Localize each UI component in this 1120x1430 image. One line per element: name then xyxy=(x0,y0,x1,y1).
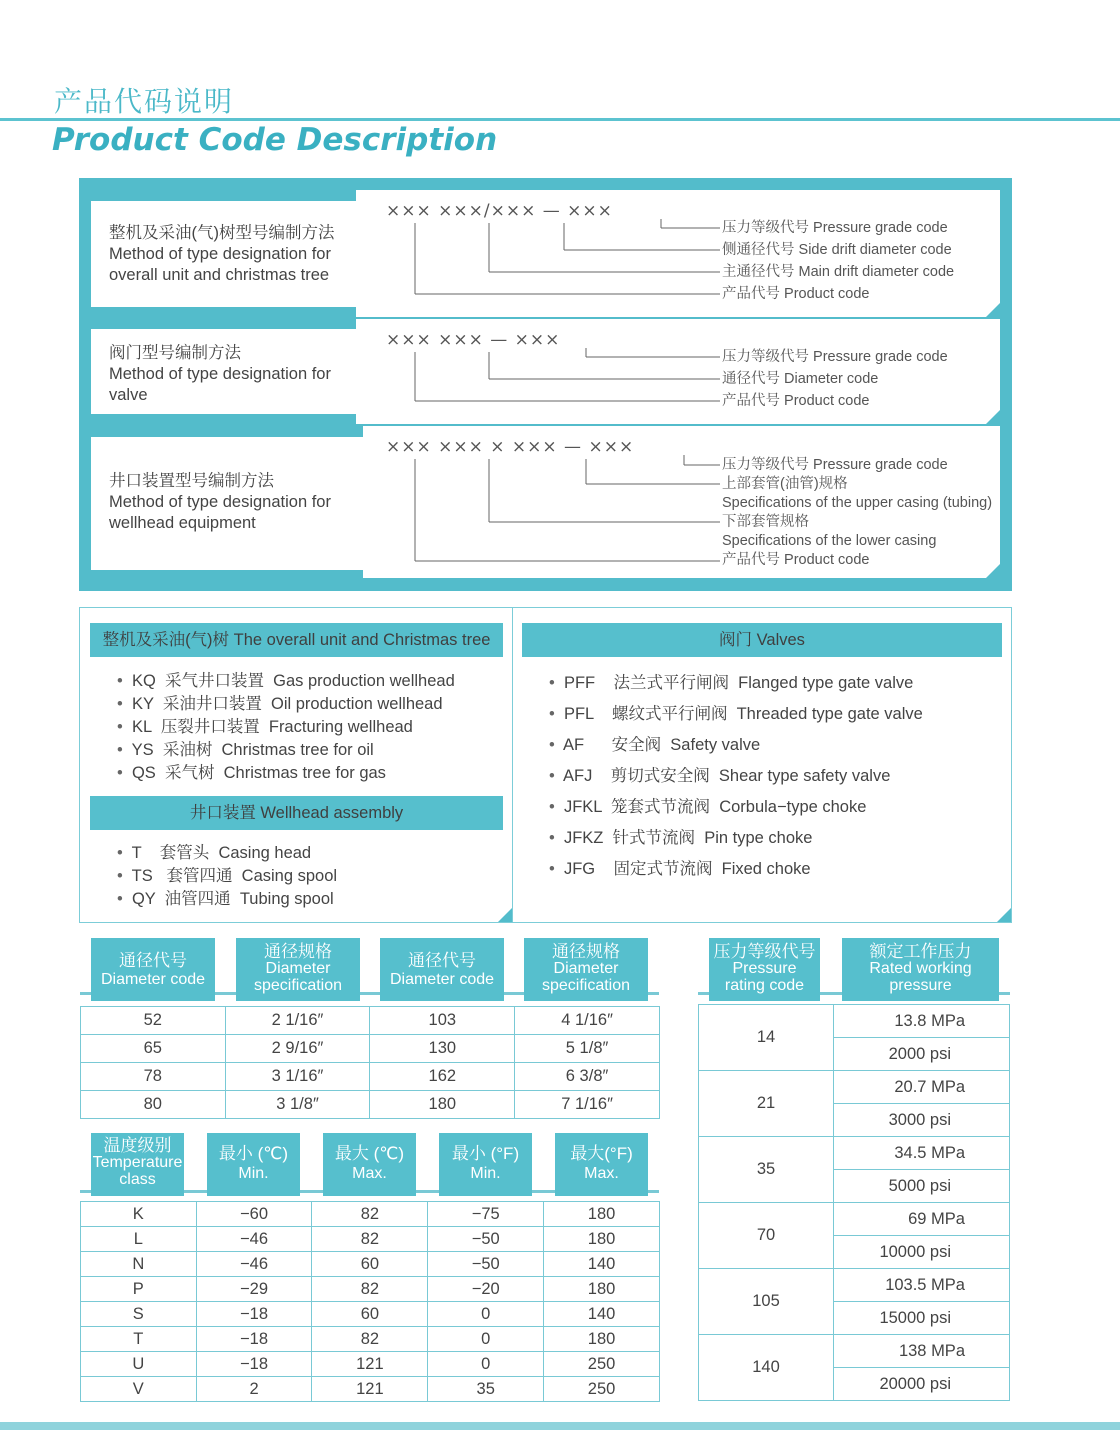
table-cell: 105 xyxy=(699,1269,834,1335)
table-cell: 250 xyxy=(544,1352,660,1377)
table-cell: 130 xyxy=(370,1035,515,1063)
table-cell: −18 xyxy=(196,1352,312,1377)
column-header: 通径代号 Diameter code xyxy=(380,938,504,1001)
table-cell: 52 xyxy=(81,1007,226,1035)
table-row xyxy=(699,1005,1010,1038)
page-title-en: Product Code Description xyxy=(52,122,498,158)
table-cell: 10000 psi xyxy=(834,1236,1010,1269)
table-row xyxy=(81,1377,660,1402)
code-part-label: 侧通径代号 Side drift diameter code xyxy=(722,242,952,258)
code-part-label: 压力等级代号 Pressure grade code xyxy=(722,349,948,365)
table-cell: −50 xyxy=(428,1227,544,1252)
title-divider xyxy=(0,118,1120,121)
table-cell: 3 1/16″ xyxy=(225,1063,370,1091)
table-cell: 140 xyxy=(699,1335,834,1401)
method-label-cn: 阀门型号编制方法 xyxy=(109,344,241,362)
column-header: 额定工作压力 Rated working pressure xyxy=(842,938,999,1001)
footer-band xyxy=(0,1422,1120,1430)
corner-notch xyxy=(997,908,1011,922)
table-cell: 69 MPa xyxy=(834,1203,1010,1236)
list-item: • PFL 螺纹式平行闸阀 Threaded type gate valve xyxy=(549,705,923,723)
table-cell: 4 1/16″ xyxy=(515,1007,660,1035)
overall-list xyxy=(117,670,455,785)
table-cell: 2000 psi xyxy=(834,1038,1010,1071)
table-cell: 34.5 MPa xyxy=(834,1137,1010,1170)
table-row xyxy=(81,1035,660,1063)
table-cell: K xyxy=(81,1202,197,1227)
method-label-wellhead xyxy=(91,437,363,570)
table-cell: 60 xyxy=(312,1302,428,1327)
table-cell: 82 xyxy=(312,1202,428,1227)
table-cell: 2 1/16″ xyxy=(225,1007,370,1035)
table-row xyxy=(81,1352,660,1377)
column-header: 通径规格 Diameter specification xyxy=(524,938,648,1001)
table-cell: S xyxy=(81,1302,197,1327)
table-cell: 121 xyxy=(312,1352,428,1377)
leader-lines xyxy=(356,319,1000,424)
table-cell: −46 xyxy=(196,1227,312,1252)
table-cell: −50 xyxy=(428,1252,544,1277)
table-cell: 140 xyxy=(544,1252,660,1277)
list-item: • AF 安全阀 Safety valve xyxy=(549,736,761,754)
table-cell: −75 xyxy=(428,1202,544,1227)
table-cell: 3 1/8″ xyxy=(225,1091,370,1119)
list-item: • KY 采油井口装置 Oil production wellhead xyxy=(117,695,443,713)
column-header: 通径代号 Diameter code xyxy=(91,938,215,1001)
table-row xyxy=(81,1091,660,1119)
table-cell: 13.8 MPa xyxy=(834,1005,1010,1038)
code-part-label: 产品代号 Product code xyxy=(722,393,870,409)
column-header: 通径规格 Diameter specification xyxy=(236,938,360,1001)
list-item: • QS 采气树 Christmas tree for gas xyxy=(117,764,386,782)
column-header: 最小 (℃) Min. xyxy=(207,1133,300,1196)
table-cell: 5 1/8″ xyxy=(515,1035,660,1063)
table-row xyxy=(699,1335,1010,1368)
list-item: • JFKZ 针式节流阀 Pin type choke xyxy=(549,829,813,847)
table-cell: −46 xyxy=(196,1252,312,1277)
table-cell: 35 xyxy=(428,1377,544,1402)
wellhead-list xyxy=(117,842,337,911)
method-label-cn: 井口装置型号编制方法 xyxy=(109,472,274,490)
table-cell: 180 xyxy=(544,1327,660,1352)
method-diagram-valve xyxy=(356,319,1000,424)
table-cell: 82 xyxy=(312,1277,428,1302)
table-cell: −20 xyxy=(428,1277,544,1302)
table-cell: 2 xyxy=(196,1377,312,1402)
column-header: 最大(°F) Max. xyxy=(555,1133,648,1196)
diameter-table xyxy=(80,1006,660,1119)
method-label-valve xyxy=(91,329,363,414)
table-cell: U xyxy=(81,1352,197,1377)
table-row xyxy=(81,1252,660,1277)
column-header: 压力等级代号 Pressure rating code xyxy=(709,938,820,1001)
table-cell: 7 1/16″ xyxy=(515,1091,660,1119)
temperature-table xyxy=(80,1201,660,1402)
table-cell: 82 xyxy=(312,1327,428,1352)
table-cell: 138 MPa xyxy=(834,1335,1010,1368)
method-label-en: valve xyxy=(109,386,148,404)
table-cell: 103.5 MPa xyxy=(834,1269,1010,1302)
code-part-label: 压力等级代号 Pressure grade code xyxy=(722,457,948,473)
code-part-label: Specifications of the upper casing (tubing) xyxy=(722,495,993,511)
table-cell: 80 xyxy=(81,1091,226,1119)
table-row xyxy=(81,1202,660,1227)
table-row xyxy=(81,1277,660,1302)
table-cell: L xyxy=(81,1227,197,1252)
method-label-cn: 整机及采油(气)树型号编制方法 xyxy=(109,224,335,242)
pressure-table xyxy=(698,1004,1010,1401)
table-cell: 35 xyxy=(699,1137,834,1203)
table-row xyxy=(81,1327,660,1352)
table-cell: 162 xyxy=(370,1063,515,1091)
table-cell: V xyxy=(81,1377,197,1402)
wellhead-header: 井口装置 Wellhead assembly xyxy=(90,796,503,830)
table-cell: 20000 psi xyxy=(834,1368,1010,1401)
table-row xyxy=(699,1071,1010,1104)
table-cell: 6 3/8″ xyxy=(515,1063,660,1091)
table-cell: 121 xyxy=(312,1377,428,1402)
method-label-overall xyxy=(91,201,363,307)
method-label-en: wellhead equipment xyxy=(109,514,256,532)
table-row xyxy=(699,1137,1010,1170)
list-item: • QY 油管四通 Tubing spool xyxy=(117,890,334,908)
table-cell: 103 xyxy=(370,1007,515,1035)
table-cell: 180 xyxy=(544,1202,660,1227)
list-item: • PFF 法兰式平行闸阀 Flanged type gate valve xyxy=(549,674,914,692)
valves-header: 阀门 Valves xyxy=(522,623,1002,657)
table-cell: 21 xyxy=(699,1071,834,1137)
code-part-label: 压力等级代号 Pressure grade code xyxy=(722,220,948,236)
table-cell: 20.7 MPa xyxy=(834,1071,1010,1104)
table-cell: 5000 psi xyxy=(834,1170,1010,1203)
list-item: • JFG 固定式节流阀 Fixed choke xyxy=(549,860,811,878)
table-cell: P xyxy=(81,1277,197,1302)
table-cell: 70 xyxy=(699,1203,834,1269)
method-label-en: overall unit and christmas tree xyxy=(109,266,330,284)
page-title-cn: 产品代码说明 xyxy=(54,85,235,118)
table-row xyxy=(81,1302,660,1327)
table-cell: 250 xyxy=(544,1377,660,1402)
table-cell: 0 xyxy=(428,1302,544,1327)
method-diagram-wellhead xyxy=(363,426,1000,578)
table-cell: 140 xyxy=(544,1302,660,1327)
code-part-label: 产品代号 Product code xyxy=(722,286,870,302)
code-pattern: ××× ×××/××× — ××× xyxy=(386,201,613,221)
table-cell: 78 xyxy=(81,1063,226,1091)
table-row xyxy=(81,1227,660,1252)
code-pattern: ××× ××× × ××× — ××× xyxy=(386,437,635,457)
method-diagram-overall xyxy=(356,190,1000,317)
method-label-en: Method of type designation for xyxy=(109,493,331,511)
table-row xyxy=(699,1203,1010,1236)
code-pattern: ××× ××× — ××× xyxy=(386,330,561,350)
overall-header: 整机及采油(气)树 The overall unit and Christmas tree xyxy=(90,623,503,657)
list-item: • KL 压裂井口装置 Fracturing wellhead xyxy=(117,718,413,736)
corner-notch xyxy=(498,908,512,922)
table-cell: −18 xyxy=(196,1327,312,1352)
column-header: 最小 (°F) Min. xyxy=(439,1133,532,1196)
list-item: • KQ 采气井口装置 Gas production wellhead xyxy=(117,672,455,690)
table-cell: 82 xyxy=(312,1227,428,1252)
table-row xyxy=(81,1007,660,1035)
list-item: • JFKL 笼套式节流阀 Corbula−type choke xyxy=(549,798,867,816)
code-part-label: 下部套管规格 xyxy=(722,514,809,530)
method-label-en: Method of type designation for xyxy=(109,245,331,263)
table-cell: 0 xyxy=(428,1352,544,1377)
table-row xyxy=(699,1269,1010,1302)
list-item: • AFJ 剪切式安全阀 Shear type safety valve xyxy=(549,767,891,785)
table-cell: T xyxy=(81,1327,197,1352)
table-cell: −18 xyxy=(196,1302,312,1327)
table-cell: 60 xyxy=(312,1252,428,1277)
method-label-en: Method of type designation for xyxy=(109,365,331,383)
code-part-label: 上部套管(油管)规格 xyxy=(722,476,848,492)
column-header: 温度级别 Temperature class xyxy=(91,1133,184,1196)
list-item: • YS 采油树 Christmas tree for oil xyxy=(117,741,374,759)
table-cell: −60 xyxy=(196,1202,312,1227)
column-header: 最大 (℃) Max. xyxy=(323,1133,416,1196)
table-cell: 2 9/16″ xyxy=(225,1035,370,1063)
table-cell: 180 xyxy=(544,1277,660,1302)
code-part-label: 主通径代号 Main drift diameter code xyxy=(722,264,955,280)
valves-list xyxy=(549,668,923,885)
code-part-label: 通径代号 Diameter code xyxy=(722,371,879,387)
table-cell: N xyxy=(81,1252,197,1277)
table-cell: 65 xyxy=(81,1035,226,1063)
code-part-label: Specifications of the lower casing xyxy=(722,533,937,549)
table-cell: 0 xyxy=(428,1327,544,1352)
list-item: • T 套管头 Casing head xyxy=(117,844,312,862)
table-cell: 3000 psi xyxy=(834,1104,1010,1137)
table-row xyxy=(81,1063,660,1091)
table-cell: 15000 psi xyxy=(834,1302,1010,1335)
table-cell: −29 xyxy=(196,1277,312,1302)
code-part-label: 产品代号 Product code xyxy=(722,552,870,568)
table-cell: 180 xyxy=(544,1227,660,1252)
table-cell: 14 xyxy=(699,1005,834,1071)
list-item: • TS 套管四通 Casing spool xyxy=(117,867,338,885)
table-cell: 180 xyxy=(370,1091,515,1119)
